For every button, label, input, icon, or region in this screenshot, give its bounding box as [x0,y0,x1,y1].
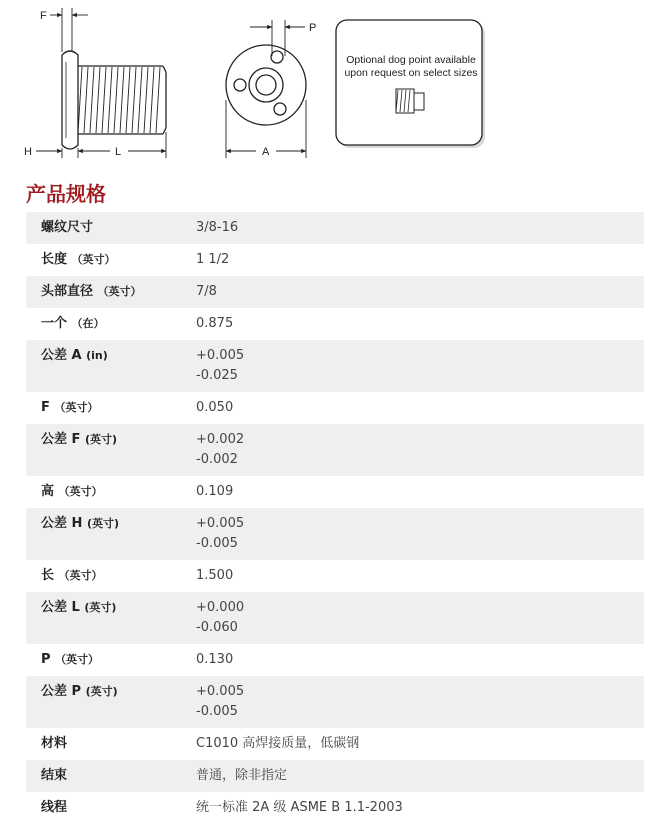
spec-label [26,792,196,824]
spec-row [26,508,644,560]
spec-row [26,676,644,728]
spec-label-text: 公差 P [41,684,82,699]
spec-unit: （英寸） [58,485,103,498]
spec-value-line: 1.500 [196,568,234,583]
spec-label-text: 公差 H [41,516,83,531]
spec-value-line: 0.109 [196,484,234,499]
spec-value-line: +0.005 [196,516,245,531]
spec-value-line: +0.002 [196,432,245,447]
spec-label [26,340,196,392]
spec-row [26,244,644,276]
spec-row [26,592,644,644]
spec-value-line: 0.050 [196,400,234,415]
spec-value [196,244,644,276]
spec-label [26,508,196,560]
spec-label [26,308,196,340]
spec-label [26,728,196,760]
spec-value-line: C1010 高焊接质量，低碳钢 [196,736,360,751]
dog-point-callout [336,20,485,148]
spec-label [26,592,196,644]
spec-row [26,476,644,508]
spec-label-text: 公差 F [41,432,81,447]
spec-value [196,308,644,340]
spec-value [196,340,644,392]
thread-lines [78,67,160,133]
spec-value-line: 0.875 [196,316,234,331]
spec-row [26,308,644,340]
spec-label-text: 线程 [41,800,68,815]
spec-row [26,560,644,592]
spec-value-line: -0.060 [196,620,238,635]
spec-value [196,212,644,244]
spec-label-text: 长 [41,568,55,583]
spec-unit: （英寸） [55,653,100,666]
spec-value-line: 普通，除非指定 [196,768,288,783]
spec-value [196,476,644,508]
spec-label-text: 公差 L [41,600,80,615]
spec-unit: (in) [86,349,108,362]
spec-value-line: -0.025 [196,368,238,383]
spec-value [196,792,644,824]
screw-side-view [62,51,166,149]
spec-row [26,760,644,792]
spec-label [26,644,196,676]
spec-row [26,424,644,476]
spec-value-line: +0.005 [196,684,245,699]
spec-row [26,644,644,676]
callout-note: Optional dog point available upon request on select sizes [344,54,478,79]
spec-value [196,276,644,308]
spec-value-line: 统一标准 2A 级 ASME B 1.1-2003 [196,800,403,815]
spec-label [26,392,196,424]
spec-label-text: 头部直径 [41,284,94,299]
label-F: F [40,10,47,22]
spec-label [26,760,196,792]
spec-value [196,508,644,560]
spec-unit: （英寸） [58,569,103,582]
spec-row [26,276,644,308]
technical-drawing [0,0,660,175]
label-L: L [115,146,122,158]
spec-label [26,560,196,592]
spec-label-text: 长度 [41,252,68,267]
spec-value [196,592,644,644]
spec-label [26,676,196,728]
spec-unit: (英寸) [85,685,118,698]
spec-table [26,212,644,824]
spec-unit: （英寸） [97,285,142,298]
spec-value [196,760,644,792]
screw-end-view [226,45,306,125]
spec-unit: (英寸) [84,601,117,614]
spec-unit: （英寸） [54,401,99,414]
spec-label [26,276,196,308]
spec-value [196,728,644,760]
spec-unit: （在） [71,317,105,330]
spec-label-text: P [41,652,51,667]
spec-label-text: 一个 [41,316,68,331]
spec-label-text: 材料 [41,736,68,751]
spec-value-line: -0.005 [196,536,238,551]
spec-label-text: 结束 [41,768,68,783]
spec-value [196,676,644,728]
spec-label [26,212,196,244]
spec-value-line: +0.000 [196,600,245,615]
spec-value [196,392,644,424]
spec-row [26,792,644,824]
spec-value [196,560,644,592]
spec-row [26,728,644,760]
spec-label-text: 螺纹尺寸 [41,220,94,235]
spec-value-line: +0.005 [196,348,245,363]
label-A: A [262,146,270,158]
spec-label-text: F [41,400,50,415]
label-H: H [24,146,32,158]
spec-row [26,212,644,244]
spec-value-line: 7/8 [196,284,217,299]
label-P: P [309,22,317,34]
spec-value-line: 0.130 [196,652,234,667]
spec-unit: （英寸） [71,253,116,266]
page-title: 产品规格 [26,182,106,206]
spec-value-line: 3/8-16 [196,220,239,235]
spec-label-text: 公差 A [41,348,82,363]
spec-value-line: -0.002 [196,452,238,467]
spec-value-line: -0.005 [196,704,238,719]
spec-label [26,244,196,276]
spec-value [196,644,644,676]
spec-label-text: 高 [41,484,55,499]
spec-label [26,476,196,508]
spec-value [196,424,644,476]
spec-row [26,340,644,392]
spec-value-line: 1 1/2 [196,252,230,267]
spec-row [26,392,644,424]
spec-unit: (英寸) [84,433,118,446]
spec-label [26,424,196,476]
spec-unit: (英寸) [86,517,119,530]
